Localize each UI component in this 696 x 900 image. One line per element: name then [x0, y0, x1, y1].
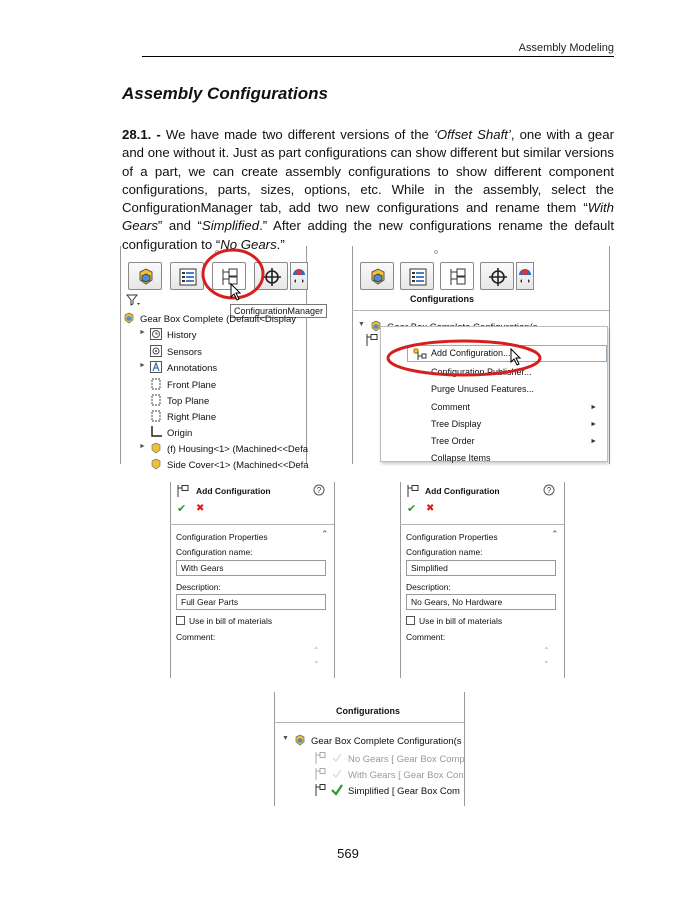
- part-icon: [150, 458, 162, 470]
- tab-feature-manager[interactable]: [360, 262, 394, 290]
- active-check-icon: [331, 784, 343, 796]
- bom-checkbox-row[interactable]: Use in bill of materials: [406, 616, 502, 626]
- part-icon: [150, 442, 162, 454]
- tab-feature-manager[interactable]: [128, 262, 162, 290]
- cancel-button[interactable]: ✖: [426, 503, 435, 514]
- configuration-icon: [365, 334, 379, 346]
- page-number: 569: [337, 846, 359, 861]
- filter-icon[interactable]: [126, 294, 140, 306]
- scroll-down-icon[interactable]: ⌄: [313, 656, 320, 665]
- tree-item-front-plane[interactable]: Front Plane: [150, 378, 216, 391]
- collapse-arrow-icon[interactable]: ▼: [282, 735, 289, 742]
- collapse-chevron-icon[interactable]: ⌃: [551, 529, 559, 539]
- submenu-arrow-icon: ►: [590, 421, 597, 428]
- configuration-icon: [406, 485, 420, 497]
- help-icon[interactable]: [543, 484, 555, 496]
- menu-item-collapse-items[interactable]: Collapse Items: [431, 453, 491, 463]
- cursor-icon: [510, 348, 522, 366]
- menu-item-purge-unused[interactable]: Purge Unused Features...: [431, 384, 535, 394]
- menu-item-comment[interactable]: Comment: [431, 402, 471, 412]
- body-paragraph: [122, 126, 614, 254]
- description-label: Description:: [176, 582, 221, 592]
- submenu-arrow-icon: ►: [590, 438, 597, 445]
- display-manager-icon: [517, 263, 533, 289]
- menu-item-configuration-publisher[interactable]: Configuration Publisher...: [431, 367, 532, 377]
- para-text-1: We have made two different versions of the: [160, 127, 434, 142]
- step-number: 28.1. -: [122, 127, 161, 142]
- expand-arrow-icon[interactable]: ►: [139, 362, 146, 369]
- assembly-icon: [136, 268, 156, 286]
- annotations-icon: [150, 361, 162, 373]
- configurations-heading: Configurations: [410, 294, 474, 304]
- ok-button[interactable]: ✔: [407, 503, 417, 515]
- comment-label: Comment:: [406, 632, 446, 642]
- property-manager-icon: [408, 268, 428, 286]
- inactive-check-icon: [331, 752, 343, 764]
- comment-label: Comment:: [176, 632, 216, 642]
- config-item-simplified[interactable]: Simplified [ Gear Box Com: [314, 784, 464, 797]
- description-label: Description:: [406, 582, 451, 592]
- tree-item-origin[interactable]: Origin: [150, 426, 192, 439]
- svg-text:?: ?: [316, 486, 322, 495]
- description-input[interactable]: No Gears, No Hardware: [406, 594, 556, 610]
- plane-icon: [150, 378, 162, 390]
- plane-icon: [150, 394, 162, 406]
- configuration-icon: [176, 485, 190, 497]
- para-quote-1: ‘Offset Shaft’: [433, 127, 511, 142]
- display-manager-icon: [291, 263, 307, 289]
- description-input[interactable]: Full Gear Parts: [176, 594, 326, 610]
- header-title: Assembly Modeling: [518, 42, 614, 54]
- scroll-down-icon[interactable]: ⌄: [543, 656, 550, 665]
- history-icon: [150, 328, 162, 340]
- tree-item-history[interactable]: History: [150, 328, 197, 341]
- expand-arrow-icon[interactable]: ►: [139, 329, 146, 336]
- tree-item-top-plane[interactable]: Top Plane: [150, 394, 209, 407]
- tooltip-configuration-manager: ConfigurationManager: [230, 304, 327, 318]
- inactive-check-icon: [331, 768, 343, 780]
- header-rule: [142, 56, 614, 57]
- configuration-name-input[interactable]: With Gears: [176, 560, 326, 576]
- assembly-icon: [123, 312, 135, 324]
- configuration-manager-icon: [448, 268, 468, 286]
- plane-icon: [150, 410, 162, 422]
- ok-button[interactable]: ✔: [177, 503, 187, 515]
- bom-checkbox[interactable]: [406, 616, 415, 625]
- para-text-3: ” and “: [157, 218, 202, 234]
- crosshair-icon: [488, 268, 508, 286]
- para-quote-2: With Gears: [122, 200, 614, 234]
- config-item-no-gears[interactable]: No Gears [ Gear Box Comp: [314, 752, 464, 765]
- para-text-2: , one with a gear and one without it. Just as part configurations can show different but similar versions of a part, we can create assembly configurations to show different component configurations, parts, sizes, options, etc. While in the assembly, select the ConfigurationManager tab, add two new configurations and rename them “: [122, 127, 614, 216]
- help-icon[interactable]: [313, 484, 325, 496]
- menu-item-tree-display[interactable]: Tree Display: [431, 419, 482, 429]
- configuration-name-input[interactable]: Simplified: [406, 560, 556, 576]
- submenu-arrow-icon: ►: [590, 404, 597, 411]
- assembly-icon: [368, 268, 388, 286]
- section-title: Assembly Configurations: [122, 84, 328, 103]
- cursor-icon: [230, 283, 242, 301]
- configurations-heading: Configurations: [336, 706, 400, 716]
- tree-item-side-cover[interactable]: Side Cover<1> (Machined<<Defa: [150, 458, 306, 464]
- menu-item-add-configuration[interactable]: Add Configuration...: [431, 348, 511, 358]
- bom-checkbox[interactable]: [176, 616, 185, 625]
- tree-item-root[interactable]: Gear Box Complete (Default<Display: [123, 312, 229, 325]
- cancel-button[interactable]: ✖: [196, 503, 205, 514]
- para-quote-4: No Gears: [220, 236, 277, 252]
- section-header: Configuration Properties: [176, 532, 268, 542]
- tree-item-housing[interactable]: (f) Housing<1> (Machined<<Defa: [150, 442, 306, 455]
- tree-item-sensors[interactable]: Sensors: [150, 345, 202, 358]
- menu-item-tree-order[interactable]: Tree Order: [431, 436, 475, 446]
- assembly-icon: [294, 734, 306, 746]
- para-text-4: .” After adding the new configurations rename the default configuration to “: [122, 218, 614, 252]
- panel-title: Add Configuration: [425, 486, 500, 496]
- panel-title: Add Configuration: [196, 486, 271, 496]
- tree-item-annotations[interactable]: Annotations: [150, 361, 217, 374]
- tab-display-manager[interactable]: [290, 262, 308, 290]
- configuration-name-label: Configuration name:: [406, 547, 483, 557]
- tab-configuration-manager[interactable]: [440, 262, 474, 290]
- collapse-chevron-icon[interactable]: ⌃: [321, 529, 329, 539]
- collapse-arrow-icon[interactable]: ▼: [358, 321, 365, 328]
- tree-item-config-root[interactable]: Gear Box Complete Configuration(s: [294, 734, 464, 747]
- configuration-name-label: Configuration name:: [176, 547, 253, 557]
- scroll-up-icon[interactable]: ⌃: [543, 646, 550, 655]
- origin-icon: [150, 426, 162, 438]
- config-item-with-gears[interactable]: With Gears [ Gear Box Con: [314, 768, 464, 781]
- scroll-up-icon[interactable]: ⌃: [313, 646, 320, 655]
- property-manager-icon: [178, 268, 198, 286]
- tab-property-manager[interactable]: [400, 262, 434, 290]
- sensors-icon: [150, 345, 162, 357]
- svg-text:?: ?: [546, 486, 552, 495]
- para-quote-3: Simplified: [201, 218, 260, 234]
- bom-checkbox-row[interactable]: Use in bill of materials: [176, 616, 272, 626]
- configuration-icon: [314, 752, 326, 764]
- para-text-5: .”: [276, 236, 285, 252]
- tab-property-manager[interactable]: [170, 262, 204, 290]
- tab-display-manager[interactable]: [516, 262, 534, 290]
- configuration-icon: [314, 768, 326, 780]
- expand-arrow-icon[interactable]: ►: [139, 443, 146, 450]
- tab-dimxpert-manager[interactable]: [480, 262, 514, 290]
- configuration-icon: [314, 784, 326, 796]
- tree-item-right-plane[interactable]: Right Plane: [150, 410, 216, 423]
- section-header: Configuration Properties: [406, 532, 498, 542]
